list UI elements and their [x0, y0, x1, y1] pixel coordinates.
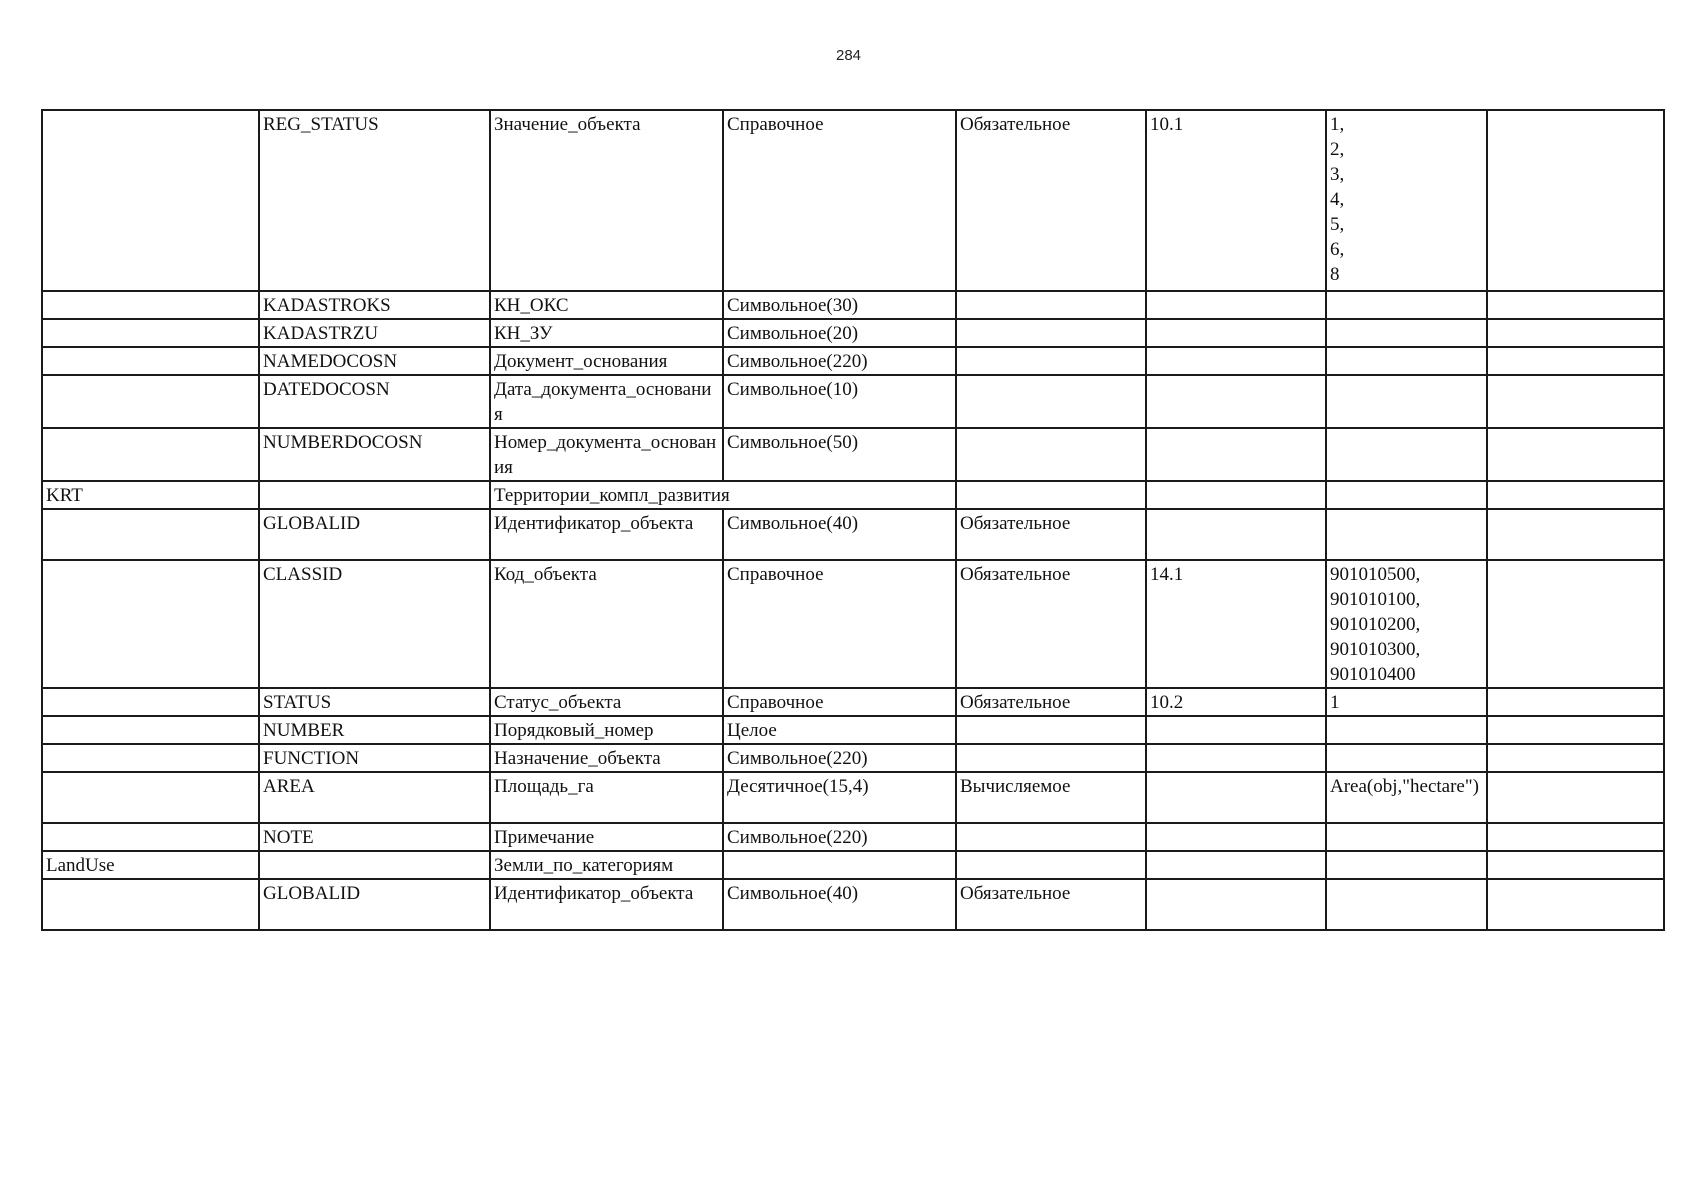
- cell-notes: [1487, 347, 1664, 375]
- cell-values: [1326, 823, 1487, 851]
- cell-field-alias: Номер_документа_основания: [490, 428, 723, 481]
- cell-field-name: FUNCTION: [259, 744, 490, 772]
- table-row: [42, 375, 1664, 428]
- cell-required: [956, 319, 1146, 347]
- cell-data-type: [723, 851, 956, 879]
- cell-ref-section: 10.1: [1146, 110, 1326, 291]
- cell-field-alias: Земли_по_категориям: [490, 851, 723, 879]
- cell-notes: [1487, 688, 1664, 716]
- cell-ref-section: 10.2: [1146, 688, 1326, 716]
- cell-ref-section: [1146, 347, 1326, 375]
- cell-required: [956, 291, 1146, 319]
- table-row: [42, 428, 1664, 481]
- cell-layer-name: [42, 688, 259, 716]
- cell-data-type: Символьное(30): [723, 291, 956, 319]
- cell-field-name: DATEDOCOSN: [259, 375, 490, 428]
- cell-required: Обязательное: [956, 560, 1146, 688]
- cell-layer-name: [42, 560, 259, 688]
- cell-ref-section: [1146, 772, 1326, 823]
- cell-notes: [1487, 110, 1664, 291]
- cell-layer-name: [42, 110, 259, 291]
- cell-field-alias: Площадь_га: [490, 772, 723, 823]
- cell-field-alias: КН_ОКС: [490, 291, 723, 319]
- cell-field-alias: Идентификатор_объекта: [490, 509, 723, 560]
- cell-ref-section: [1146, 481, 1326, 509]
- cell-ref-section: 14.1: [1146, 560, 1326, 688]
- cell-layer-name: [42, 823, 259, 851]
- cell-required: [956, 744, 1146, 772]
- cell-ref-section: [1146, 744, 1326, 772]
- cell-field-alias: Код_объекта: [490, 560, 723, 688]
- cell-data-type: Символьное(50): [723, 428, 956, 481]
- cell-values: [1326, 481, 1487, 509]
- cell-notes: [1487, 744, 1664, 772]
- cell-values: [1326, 428, 1487, 481]
- cell-field-name: STATUS: [259, 688, 490, 716]
- cell-notes: [1487, 823, 1664, 851]
- cell-required: [956, 375, 1146, 428]
- cell-field-name: AREA: [259, 772, 490, 823]
- table-row: [42, 716, 1664, 744]
- cell-field-name: GLOBALID: [259, 509, 490, 560]
- cell-field-name: NOTE: [259, 823, 490, 851]
- cell-data-type: Символьное(40): [723, 509, 956, 560]
- cell-layer-name: [42, 879, 259, 930]
- cell-layer-name: KRT: [42, 481, 259, 509]
- cell-field-alias: Порядковый_номер: [490, 716, 723, 744]
- cell-values: [1326, 347, 1487, 375]
- cell-field-alias: Статус_объекта: [490, 688, 723, 716]
- cell-ref-section: [1146, 879, 1326, 930]
- cell-values: 901010500, 901010100, 901010200, 901010300, 901010400: [1326, 560, 1487, 688]
- cell-notes: [1487, 716, 1664, 744]
- cell-required: [956, 851, 1146, 879]
- table-row: [42, 688, 1664, 716]
- cell-layer-name: [42, 509, 259, 560]
- cell-required: Вычисляемое: [956, 772, 1146, 823]
- cell-notes: [1487, 879, 1664, 930]
- cell-notes: [1487, 481, 1664, 509]
- cell-data-type: Символьное(20): [723, 319, 956, 347]
- table-row: [42, 347, 1664, 375]
- cell-values: [1326, 744, 1487, 772]
- cell-ref-section: [1146, 716, 1326, 744]
- cell-data-type: Десятичное(15,4): [723, 772, 956, 823]
- cell-field-name: NAMEDOCOSN: [259, 347, 490, 375]
- cell-data-type: Справочное: [723, 110, 956, 291]
- table-row: [42, 291, 1664, 319]
- page-number: 284: [835, 47, 862, 64]
- cell-required: [956, 347, 1146, 375]
- table-row: [42, 772, 1664, 823]
- cell-required: [956, 716, 1146, 744]
- cell-values: [1326, 319, 1487, 347]
- cell-data-type: Целое: [723, 716, 956, 744]
- cell-layer-name: [42, 291, 259, 319]
- cell-field-name: CLASSID: [259, 560, 490, 688]
- cell-required: [956, 823, 1146, 851]
- cell-ref-section: [1146, 428, 1326, 481]
- cell-values: 1: [1326, 688, 1487, 716]
- cell-layer-name: [42, 375, 259, 428]
- cell-data-type: Символьное(220): [723, 744, 956, 772]
- cell-required: [956, 481, 1146, 509]
- cell-data-type: Символьное(40): [723, 879, 956, 930]
- cell-notes: [1487, 772, 1664, 823]
- cell-required: Обязательное: [956, 509, 1146, 560]
- cell-values: [1326, 879, 1487, 930]
- cell-field-alias: Идентификатор_объекта: [490, 879, 723, 930]
- cell-notes: [1487, 319, 1664, 347]
- cell-field-name: REG_STATUS: [259, 110, 490, 291]
- cell-layer-name: LandUse: [42, 851, 259, 879]
- cell-ref-section: [1146, 823, 1326, 851]
- cell-values: 1, 2, 3, 4, 5, 6, 8: [1326, 110, 1487, 291]
- cell-layer-name: [42, 716, 259, 744]
- cell-notes: [1487, 428, 1664, 481]
- cell-field-name: [259, 481, 490, 509]
- table-row: [42, 110, 1664, 291]
- table-row: [42, 319, 1664, 347]
- cell-ref-section: [1146, 851, 1326, 879]
- cell-field-alias: Значение_объекта: [490, 110, 723, 291]
- cell-notes: [1487, 509, 1664, 560]
- cell-field-name: NUMBER: [259, 716, 490, 744]
- cell-values: [1326, 375, 1487, 428]
- table-row: [42, 879, 1664, 930]
- cell-field-name: GLOBALID: [259, 879, 490, 930]
- cell-layer-name: [42, 319, 259, 347]
- cell-field-alias: Документ_основания: [490, 347, 723, 375]
- cell-layer-name: [42, 347, 259, 375]
- table-row: [42, 744, 1664, 772]
- table-row: [42, 823, 1664, 851]
- cell-field-alias: Назначение_объекта: [490, 744, 723, 772]
- cell-required: [956, 428, 1146, 481]
- cell-notes: [1487, 291, 1664, 319]
- cell-notes: [1487, 375, 1664, 428]
- cell-required: Обязательное: [956, 688, 1146, 716]
- cell-field-name: KADASTRZU: [259, 319, 490, 347]
- cell-ref-section: [1146, 509, 1326, 560]
- cell-notes: [1487, 560, 1664, 688]
- cell-data-type: Справочное: [723, 688, 956, 716]
- cell-required: Обязательное: [956, 110, 1146, 291]
- table-row: [42, 481, 1664, 509]
- cell-field-alias: Территории_компл_развития: [490, 481, 956, 509]
- cell-values: [1326, 291, 1487, 319]
- cell-field-alias: КН_ЗУ: [490, 319, 723, 347]
- cell-layer-name: [42, 428, 259, 481]
- cell-required: Обязательное: [956, 879, 1146, 930]
- cell-field-name: [259, 851, 490, 879]
- table-row: [42, 560, 1664, 688]
- cell-data-type: Символьное(220): [723, 347, 956, 375]
- cell-field-name: KADASTROKS: [259, 291, 490, 319]
- cell-field-name: NUMBERDOCOSN: [259, 428, 490, 481]
- cell-ref-section: [1146, 375, 1326, 428]
- cell-field-alias: Примечание: [490, 823, 723, 851]
- cell-layer-name: [42, 744, 259, 772]
- cell-layer-name: [42, 772, 259, 823]
- cell-values: [1326, 716, 1487, 744]
- cell-field-alias: Дата_документа_основания: [490, 375, 723, 428]
- cell-values: [1326, 851, 1487, 879]
- attribute-table: [41, 109, 1665, 931]
- cell-values: [1326, 509, 1487, 560]
- table-row: [42, 509, 1664, 560]
- cell-values: Area(obj,"hectare"): [1326, 772, 1487, 823]
- cell-ref-section: [1146, 319, 1326, 347]
- cell-ref-section: [1146, 291, 1326, 319]
- cell-notes: [1487, 851, 1664, 879]
- cell-data-type: Справочное: [723, 560, 956, 688]
- cell-data-type: Символьное(10): [723, 375, 956, 428]
- table-row: [42, 851, 1664, 879]
- cell-data-type: Символьное(220): [723, 823, 956, 851]
